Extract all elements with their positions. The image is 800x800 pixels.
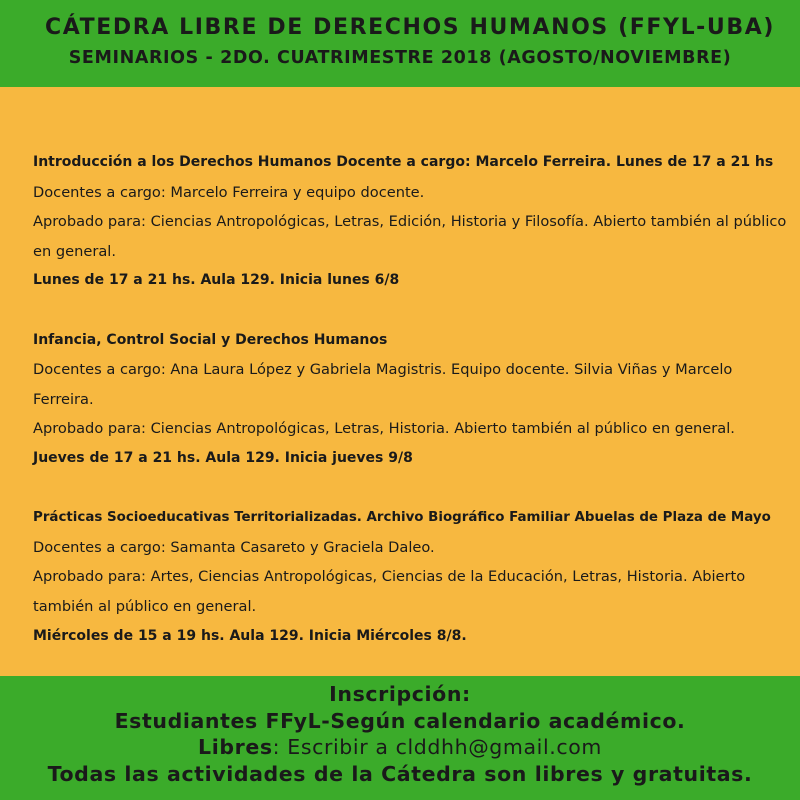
seminar-aprobado: Aprobado para: Ciencias Antropológicas, Letras, Edición, Historia y Filosofía. Abierto también al público en general. [33, 213, 787, 260]
header-banner [0, 0, 800, 87]
seminar-title: Prácticas Socioeducativas Territorializadas. Archivo Biográfico Familiar Abuelas de Plaza de Mayo [33, 510, 771, 526]
seminar-horario: Miércoles de 15 a 19 hs. Aula 129. Inicia Miércoles 8/8. [33, 627, 467, 644]
libres-line [0, 734, 800, 761]
seminar-aprobado: Aprobado para: Artes, Ciencias Antropológicas, Ciencias de la Educación, Letras, Historia. Abierto también al público en general. [33, 568, 746, 615]
seminar-title: Introducción a los Derechos Humanos Docente a cargo: Marcelo Ferreira. Lunes de 17 a 21 hs [33, 154, 774, 170]
seminar-docentes: Docentes a cargo: Ana Laura López y Gabriela Magistris. Equipo docente. Silvia Viñas y Marcelo Ferreira. [33, 361, 733, 408]
seminar-horario: Lunes de 17 a 21 hs. Aula 129. Inicia lunes 6/8 [33, 272, 400, 289]
inscripcion-heading: Inscripción: [329, 682, 471, 706]
seminar-list [33, 148, 793, 681]
seminar-docentes: Docentes a cargo: Marcelo Ferreira y equipo docente. [33, 183, 425, 201]
page-title: CÁTEDRA LIBRE DE DERECHOS HUMANOS (FFYL-UBA) [44, 15, 776, 40]
page-subtitle: SEMINARIOS - 2DO. CUATRIMESTRE 2018 (AGOSTO/NOVIEMBRE) [68, 48, 732, 68]
seminar-item [33, 148, 793, 296]
seminar-aprobado: Aprobado para: Ciencias Antropológicas, Letras, Historia. Abierto también al público en general. [33, 420, 735, 438]
footer-banner [0, 676, 800, 800]
gratuitas-line: Todas las actividades de la Cátedra son libres y gratuitas. [47, 761, 753, 786]
seminar-docentes: Docentes a cargo: Samanta Casareto y Graciela Daleo. [33, 538, 435, 556]
libres-email-text: : Escribir a clddhh@gmail.com [272, 735, 602, 759]
seminar-title: Infancia, Control Social y Derechos Humanos [33, 331, 388, 348]
seminar-horario: Jueves de 17 a 21 hs. Aula 129. Inicia jueves 9/8 [33, 449, 413, 466]
estudiantes-line: Estudiantes FFyL-Según calendario académico. [114, 708, 686, 733]
seminar-item [33, 503, 793, 651]
libres-label: Libres [198, 735, 273, 759]
seminar-item [33, 326, 793, 474]
